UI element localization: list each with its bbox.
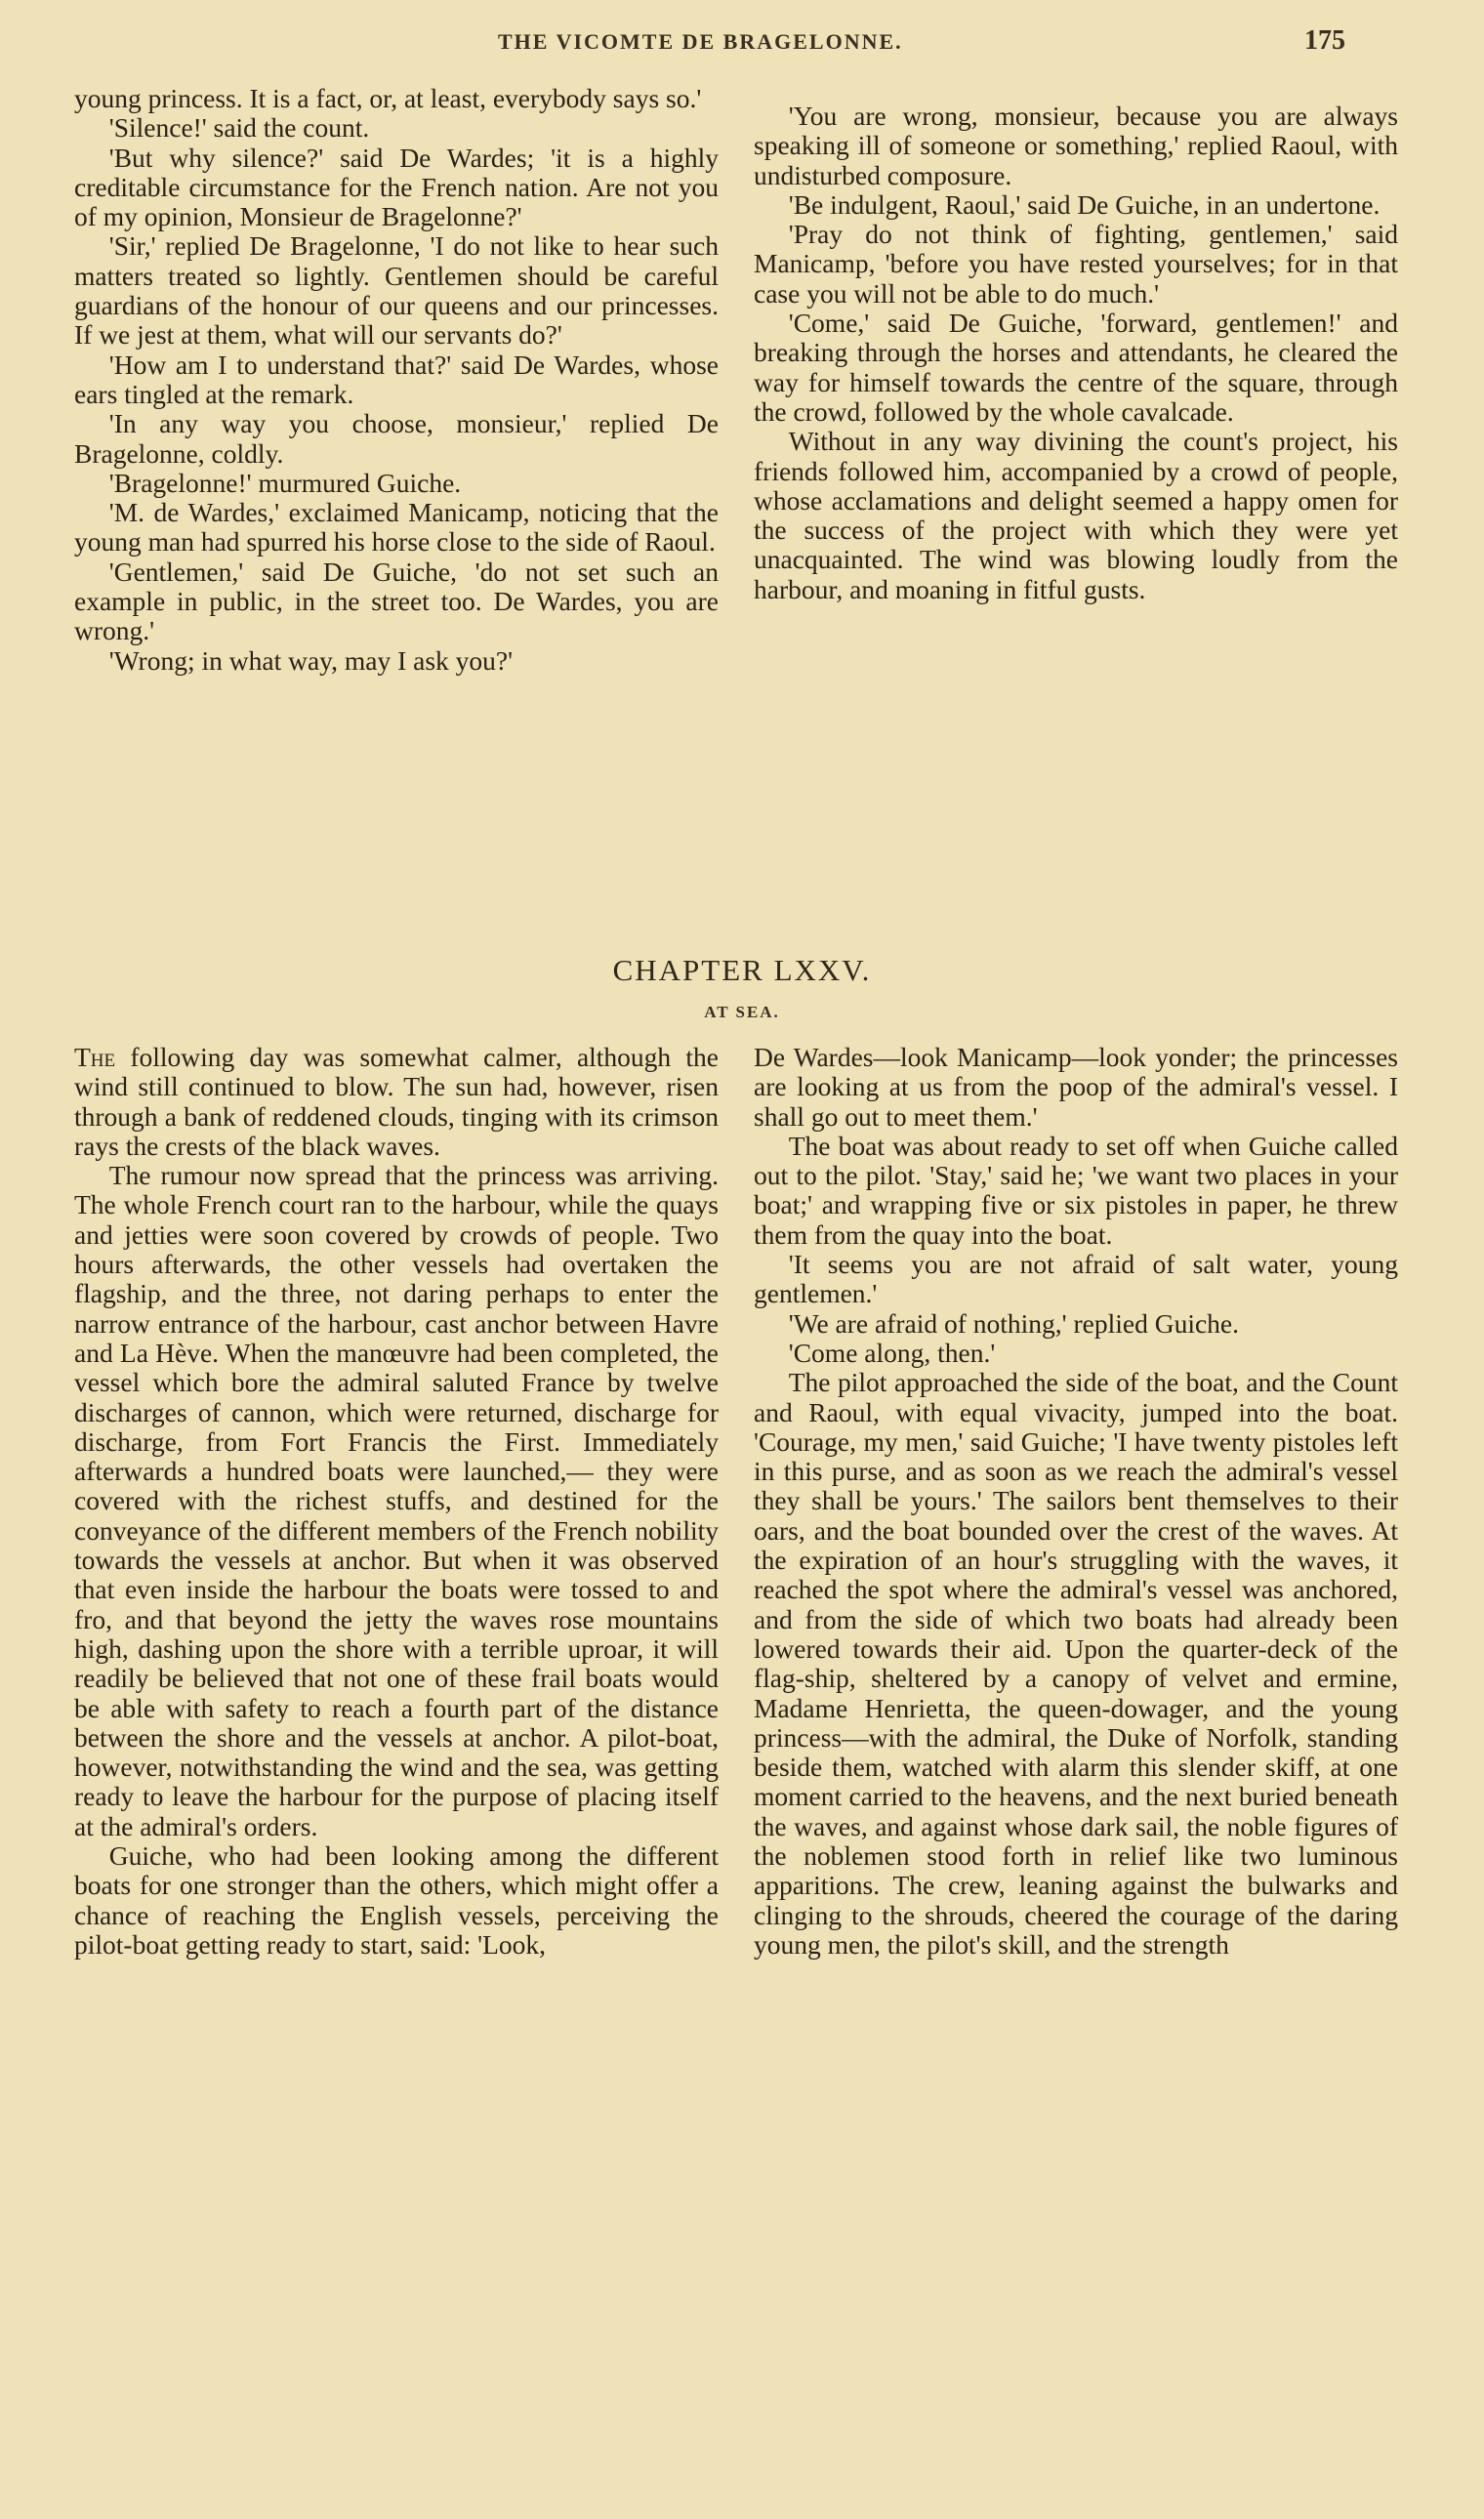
paragraph: Guiche, who had been looking among the different boats for one stronger than the others, which might offer a chance of reaching the English vessels, perceiving the pilot-boat getting ready to start, said: 'Look, (74, 1840, 719, 1960)
bottom-left-column (74, 1043, 719, 1960)
paragraph: The pilot approached the side of the boat, and the Count and Raoul, with equal vivacity, jumped into the boat. 'Courage, my men,' said Guiche; 'I have twenty pistoles left in this purse, and as soon as we reach the admiral's vessel they shall be yours.' The sailors bent themselves to their oars, and the boat bounded over the crest of the waves. At the expiration of an hour's struggling with the waves, it reached the spot where the admiral's vessel was anchored, and from the side of which two boats had already been lowered towards their aid. Upon the quarter-deck of the flag-ship, sheltered by a canopy of velvet and ermine, Madame Henrietta, the queen-dowager, and the young princess—with the admiral, the Duke of Norfolk, standing beside them, watched with alarm this slender skiff, at one moment carried to the heavens, and the next buried beneath the waves, and against whose dark sail, the noble figures of the noblemen stood forth in relief like two luminous apparitions. The crew, leaning against the bulwarks and clinging to the shrouds, cheered the courage of the daring young men, the pilot's skill, and the strength (754, 1367, 1398, 1960)
paragraph: 'Silence!' said the count. (108, 112, 370, 144)
paragraph: The boat was about ready to set off when Guiche called out to the pilot. 'Stay,' said he; 'we want two places in your boat;' and wrapping five or six pistoles in paper, he threw them from the quay into the boat. (754, 1130, 1398, 1250)
paragraph: 'M. de Wardes,' exclaimed Manicamp, noticing that the young man had spurred his horse close to the side of Raoul. (74, 497, 719, 557)
bottom-right-column (754, 1043, 1398, 1960)
opening-paragraph (74, 1043, 719, 1161)
opening-text: following day was somewhat calmer, although the wind still continued to blow. The sun had, however, risen through a bank of reddened clouds, tinging with its crimson rays the crests of the black waves. (74, 1042, 719, 1161)
paragraph: 'Gentlemen,' said De Guiche, 'do not set such an example in public, in the street too. De Wardes, you are wrong.' (74, 556, 719, 646)
paragraph: The rumour now spread that the princess was arriving. The whole French court ran to the harbour, while the quays and jetties were soon covered by crowds of people. Two hours afterwards, the other vessels had overtaken the flagship, and the three, not daring perhaps to enter the narrow entrance of the harbour, cast anchor between Havre and La Hève. When the manœuvre had been completed, the vessel which bore the admiral saluted France by twelve discharges of cannon, which were returned, discharge for discharge, from Fort Francis the First. Immediately afterwards a hundred boats were launched,— they were covered with the richest stuffs, and destined for the conveyance of the different members of the French nobility towards the vessels at anchor. But when it was observed that even inside the harbour the boats were tossed to and fro, and that beyond the jetty the waves rose mountains high, dashing upon the shore with a terrible uproar, it will readily be believed that not one of these frail boats would be able with safety to reach a fourth part of the distance between the shore and the vessels at anchor. A pilot-boat, however, notwithstanding the wind and the sea, was getting ready to leave the harbour for the purpose of placing itself at the admiral's orders. (74, 1160, 719, 1841)
paragraph: 'You are wrong, monsieur, because you are always speaking ill of someone or something,' replied Raoul, with undisturbed composure. (754, 101, 1398, 190)
paragraph: 'It seems you are not afraid of salt water, young gentlemen.' (754, 1249, 1398, 1309)
paragraph: 'Come,' said De Guiche, 'forward, gentlemen!' and breaking through the horses and attendants, he cleared the way for himself towards the centre of the square, through the crowd, followed by the whole cavalcade. (754, 308, 1398, 427)
paragraph: 'We are afraid of nothing,' replied Guiche. (788, 1307, 1240, 1339)
paragraph: 'How am I to understand that?' said De Wardes, whose ears tingled at the remark. (74, 349, 719, 409)
paragraph: 'Be indulgent, Raoul,' said De Guiche, in an undertone. (788, 188, 1381, 220)
opening-word: The (74, 1042, 116, 1072)
paragraph: Without in any way divining the count's project, his friends followed him, accompanied by a crowd of people, whose acclamations and delight seemed a happy omen for the success of the project with which they were yet unacquainted. The wind was blowing loudly from the harbour, and moaning in fitful gusts. (754, 426, 1398, 604)
chapter-subtitle: AT SEA. (704, 1003, 780, 1021)
paragraph: 'But why silence?' said De Wardes; 'it is a highly creditable circumstance for the French nation. Are not you of my opinion, Monsieur de Bragelonne?' (74, 142, 719, 232)
paragraph: 'Pray do not think of fighting, gentlemen,' said Manicamp, 'before you have rested yourselves; for in that case you will not be able to do much.' (754, 219, 1398, 309)
paragraph: 'Wrong; in what way, may I ask you?' (108, 644, 514, 676)
paragraph: 'In any way you choose, monsieur,' replied De Bragelonne, coldly. (74, 408, 719, 469)
top-right-column (754, 102, 1398, 604)
paragraph: young princess. It is a fact, or, at least, everybody says so.' (74, 83, 702, 113)
paragraph: 'Come along, then.' (788, 1337, 996, 1368)
top-left-column (74, 84, 719, 676)
running-head (0, 25, 1484, 68)
page-number: 175 (1304, 25, 1345, 56)
paragraph: 'Bragelonne!' murmured Guiche. (108, 467, 462, 498)
chapter-heading: CHAPTER LXXV. (612, 953, 872, 987)
paragraph: De Wardes—look Manicamp—look yonder; the princesses are looking at us from the poop of the admiral's vessel. I shall go out to meet them.' (754, 1042, 1398, 1132)
paragraph: 'Sir,' replied De Bragelonne, 'I do not like to hear such matters treated so lightly. Gentlemen should be careful guardians of the honour of our queens and our princesses. If we jest at them, what will our servants do?' (74, 230, 719, 351)
running-title: THE VICOMTE DE BRAGELONNE. (498, 29, 903, 54)
